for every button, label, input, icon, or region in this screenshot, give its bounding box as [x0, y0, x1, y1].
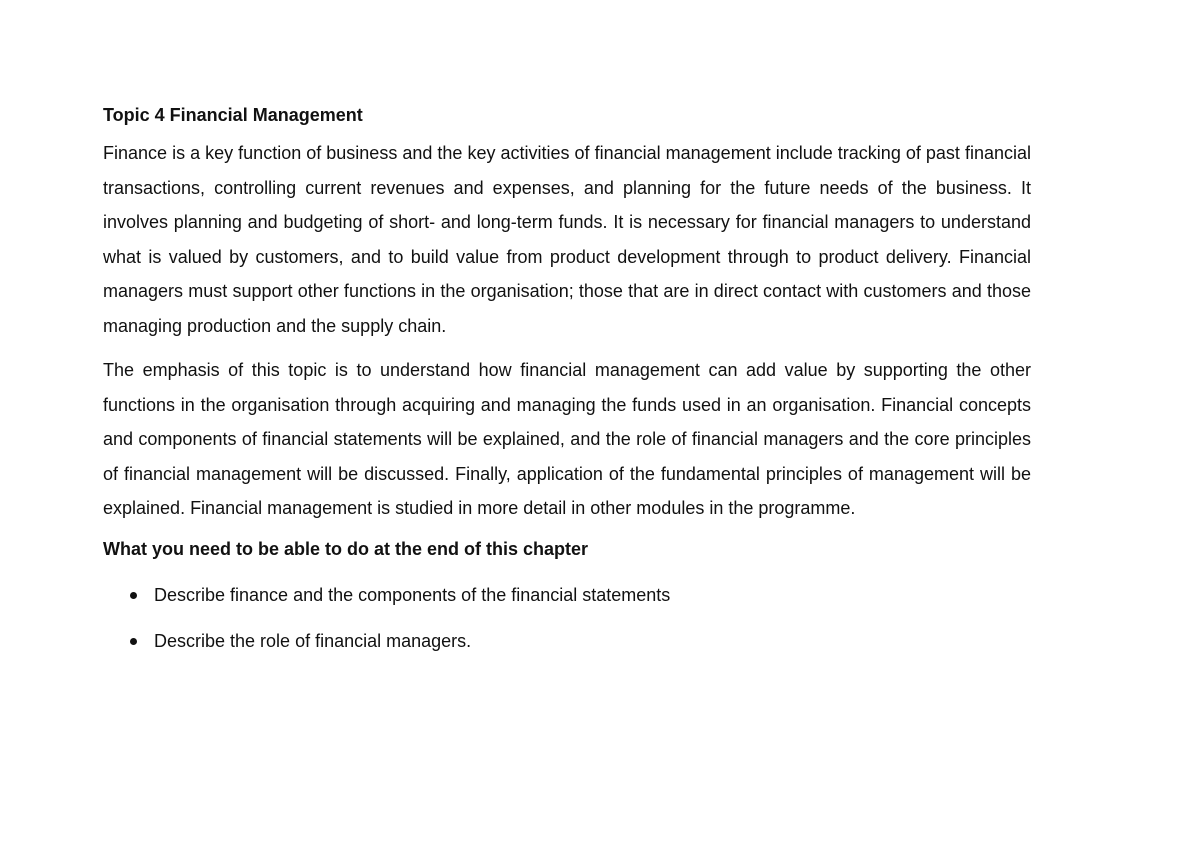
objectives-list — [103, 582, 1031, 654]
bullet-icon — [130, 592, 137, 599]
objective-text: Describe finance and the components of the financial statements — [154, 584, 671, 605]
emphasis-paragraph: The emphasis of this topic is to understand how financial management can add value by supporting the other functions in the organisation through acquiring and managing the funds used in an organisation. Financial concepts and components of financial statements will be explained, and the role of financial managers and the core principles of financial management will be discussed. Finally, application of the fundamental principles of management will be explained. Financial management is studied in more detail in other modules in the programme. — [103, 360, 1031, 518]
list-item — [103, 628, 1031, 654]
topic-title: Topic 4 Financial Management — [103, 105, 363, 125]
bullet-icon — [130, 638, 137, 645]
document-content — [103, 102, 1031, 674]
list-item — [103, 582, 1031, 608]
objectives-heading: What you need to be able to do at the end of this chapter — [103, 538, 589, 559]
intro-paragraph: Finance is a key function of business and the key activities of financial management include tracking of past financial transactions, controlling current revenues and expenses, and planning for the future needs of the business. It involves planning and budgeting of short- and long-term funds. It is necessary for financial managers to understand what is valued by customers, and to build value from product development through to product delivery. Financial managers must support other functions in the organisation; those that are in direct contact with customers and those managing production and the supply chain. — [103, 143, 1031, 336]
objective-text: Describe the role of financial managers. — [154, 630, 472, 651]
